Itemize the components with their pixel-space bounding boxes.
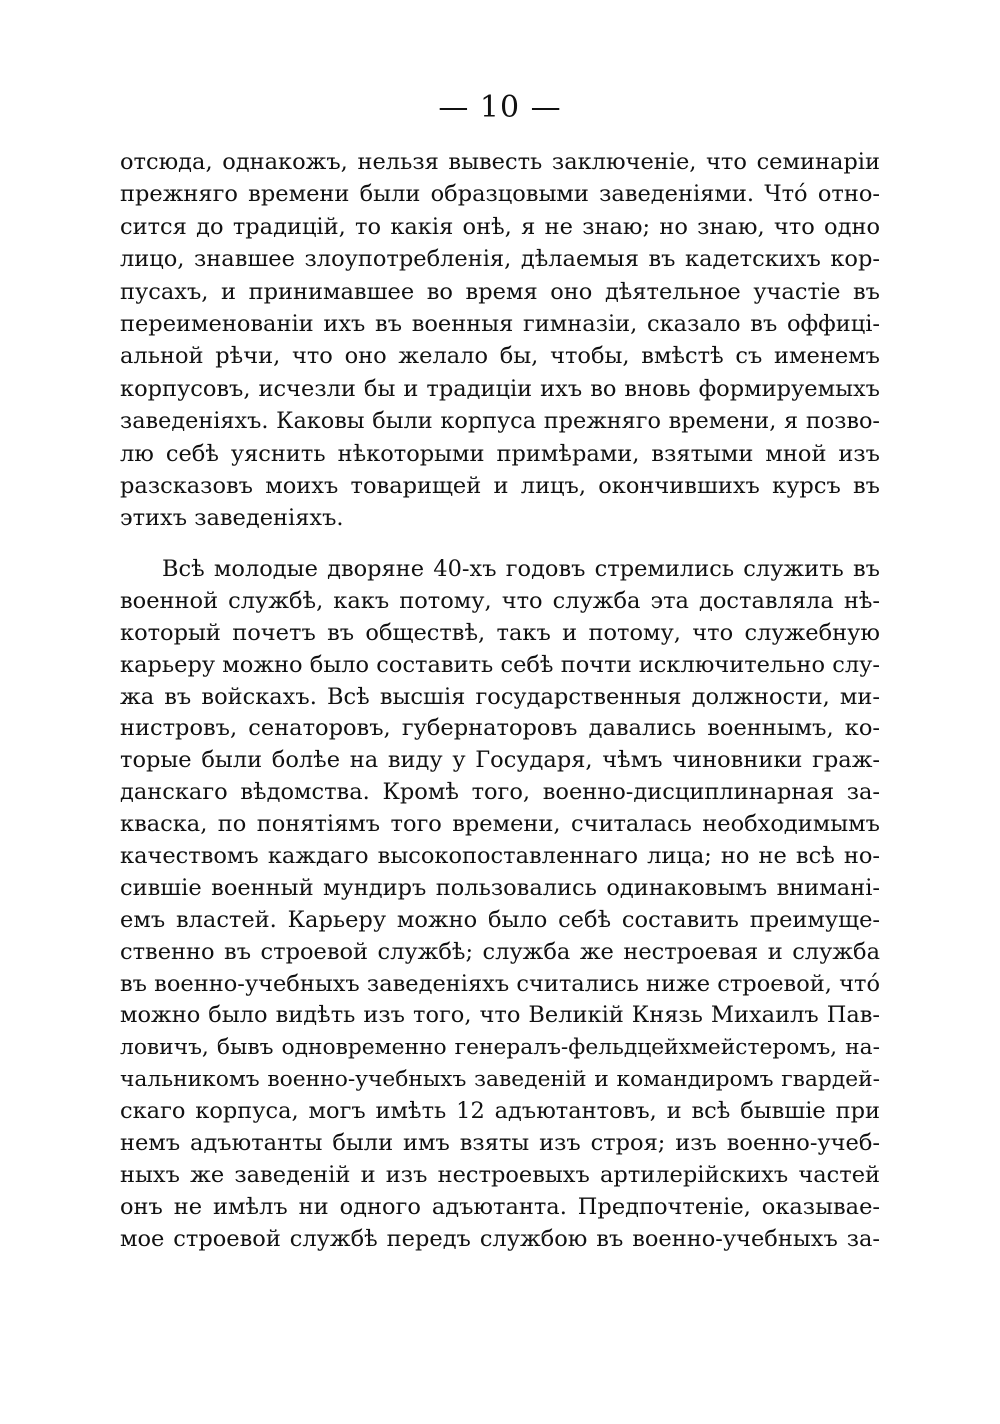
text-line: скаго корпуса, могъ имѣть 12 адъютантовъ, и всѣ бывшіе при — [120, 1098, 880, 1125]
text-line: пусахъ, и принимавшее во время оно дѣятельное участіе въ — [120, 278, 880, 305]
text-line: нистровъ, сенаторовъ, губернаторовъ давались военнымъ, ко- — [120, 715, 880, 742]
text-line: онъ не имѣлъ ни одного адъютанта. Предпочтеніе, оказывае- — [120, 1193, 880, 1220]
text-line: немъ адъютанты были имъ взяты изъ строя; изъ военно-учеб- — [120, 1130, 880, 1157]
text-line: альной рѣчи, что оно желало бы, чтобы, вмѣстѣ съ именемъ — [120, 343, 880, 370]
page-number: — 10 — — [438, 90, 562, 125]
text-line: лицо, знавшее злоупотребленія, дѣлаемыя въ кадетскихъ кор- — [120, 246, 880, 273]
text-line: данскаго вѣдомства. Кромѣ того, военно-дисциплинарная за- — [120, 779, 880, 806]
text-line: кваска, по понятіямъ того времени, считалась необходимымъ — [120, 811, 880, 838]
text-line: корпусовъ, исчезли бы и традиціи ихъ во вновь формируемыхъ — [120, 375, 880, 402]
text-line: прежняго времени были образцовыми заведеніями. Что́ отно- — [120, 181, 880, 208]
text-line: емъ властей. Карьеру можно было себѣ составить преимуще- — [120, 906, 880, 933]
text-line: жа въ войскахъ. Всѣ высшія государственныя должности, ми- — [120, 683, 880, 710]
text-line: ловичъ, бывъ одновременно генералъ-фельдцейхмейстеромъ, на- — [120, 1035, 880, 1061]
text-line: военной службѣ, какъ потому, что служба эта доставляла нѣ- — [120, 587, 880, 614]
text-line: въ военно-учебныхъ заведеніяхъ считались ниже строевой, что́ — [120, 970, 880, 997]
paragraph-2 — [120, 554, 880, 1256]
text-line: мое строевой службѣ передъ службою въ военно-учебныхъ за- — [120, 1225, 880, 1252]
text-line: который почетъ въ обществѣ, такъ и потому, что служебную — [120, 619, 880, 646]
text-line: разсказовъ моихъ товарищей и лицъ, окончившихъ курсъ въ — [120, 472, 880, 499]
text-line: ственно въ строевой службѣ; служба же нестроевая и служба — [120, 938, 880, 965]
text-line: качествомъ каждаго высокопоставленнаго лица; но не всѣ но- — [120, 843, 880, 870]
text-line: можно было видѣть изъ того, что Великій Князь Михаилъ Пав- — [120, 1002, 880, 1029]
text-line: сившіе военный мундиръ пользовались одинаковымъ внимані- — [120, 874, 880, 901]
text-line: сится до традицій, то какія онѣ, я не знаю; но знаю, что одно — [120, 213, 880, 240]
text-line: лю себѣ уяснить нѣкоторыми примѣрами, взятыми мной изъ — [120, 440, 880, 467]
text-line: торые были болѣе на виду у Государя, чѣмъ чиновники граж- — [120, 747, 880, 774]
text-line: отсюда, однакожъ, нельзя вывесть заключеніе, что семинаріи — [120, 149, 880, 175]
text-line: этихъ заведеніяхъ. — [120, 505, 344, 532]
text-line: ныхъ же заведеній и изъ нестроевыхъ артилерійскихъ частей — [120, 1161, 880, 1188]
text-line: заведеніяхъ. Каковы были корпуса прежняго времени, я позво- — [120, 408, 880, 435]
text-line: переименованіи ихъ въ военныя гимназіи, сказало въ оффиці- — [120, 310, 880, 337]
text-line: чальникомъ военно-учебныхъ заведеній и командиромъ гвардей- — [120, 1067, 880, 1093]
text-line: карьеру можно было составить себѣ почти исключительно слу- — [120, 651, 880, 678]
text-line: Всѣ молодые дворяне 40-хъ годовъ стремились служить въ — [162, 556, 880, 582]
paragraph-1 — [120, 146, 880, 535]
